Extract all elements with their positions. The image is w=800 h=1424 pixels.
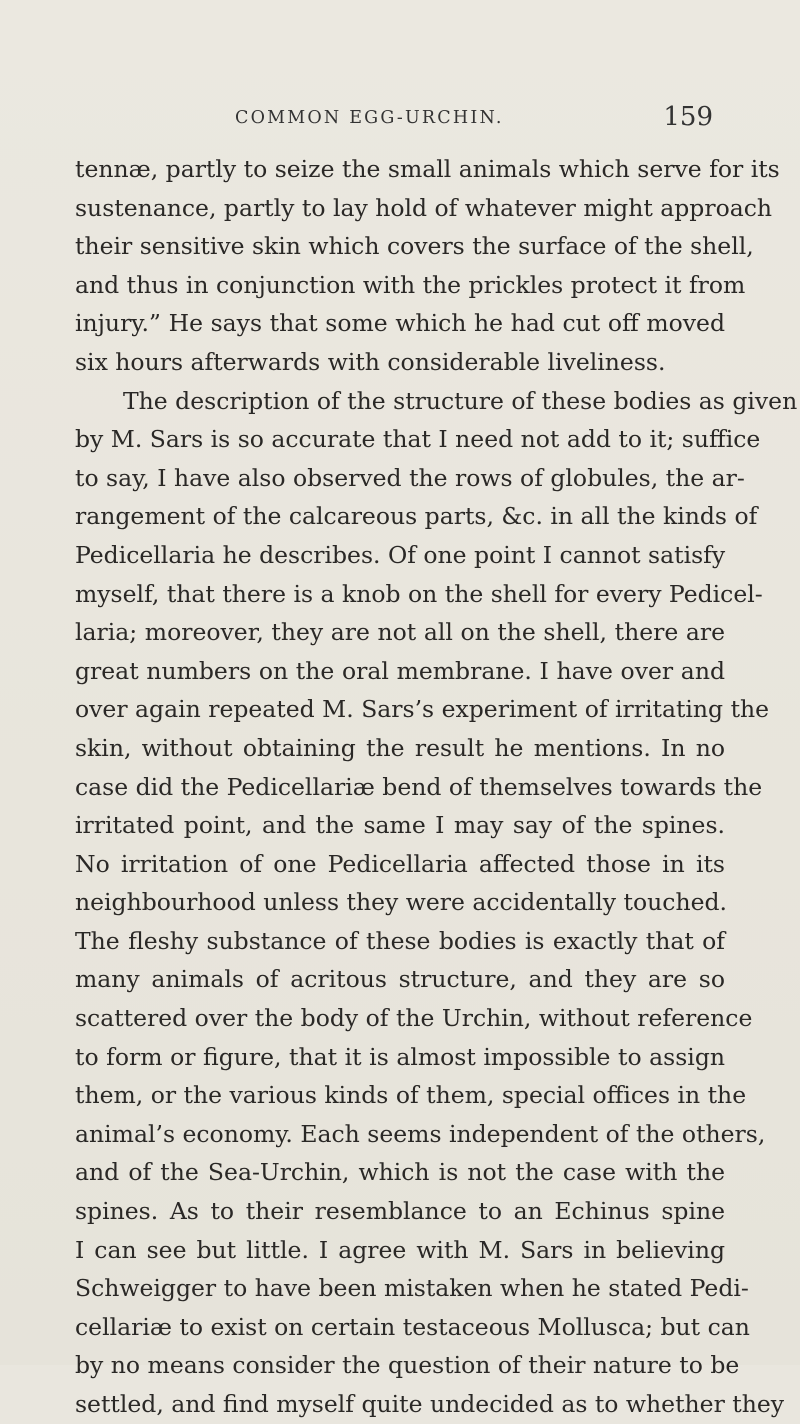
text-line: rangement of the calcareous parts, &c. in all the kinds of <box>75 502 758 531</box>
text-line: sustenance, partly to lay hold of whatever might approach <box>75 193 773 222</box>
text-line: by M. Sars is so accurate that I need not add to it; suffice <box>75 425 761 454</box>
text-line: great numbers on the oral membrane. I have over and <box>75 656 725 685</box>
text-line: animal’s economy. Each seems independent of the others, <box>75 1119 766 1148</box>
running-header <box>75 102 725 132</box>
text-line: Pedicellaria he describes. Of one point I cannot satisfy <box>75 540 726 569</box>
text-line: I can see but little. I agree with M. Sars in believing <box>75 1235 725 1264</box>
text-line: over again repeated M. Sars’s experiment of irritating the <box>75 695 770 724</box>
text-line: by no means consider the question of their nature to be <box>75 1351 740 1380</box>
page-number: 159 <box>663 102 713 132</box>
text-line: to say, I have also observed the rows of globules, the ar- <box>75 463 745 492</box>
text-line: case did the Pedicellariæ bend of themselves towards the <box>75 772 763 801</box>
paragraph-end-line: six hours afterwards with considerable liveliness. <box>75 347 666 376</box>
text-line: No irritation of one Pedicellaria affected those in its <box>75 849 725 878</box>
text-line: them, or the various kinds of them, special offices in the <box>75 1081 747 1110</box>
text-line: injury.” He says that some which he had cut off moved <box>75 309 725 338</box>
text-line: and thus in conjunction with the prickles protect it from <box>75 270 746 299</box>
text-line: and of the Sea-Urchin, which is not the case with the <box>75 1158 725 1187</box>
text-line: neighbourhood unless they were accidentally touched. <box>75 888 727 917</box>
text-line: skin, without obtaining the result he mentions. In no <box>75 733 725 762</box>
body-text <box>75 150 798 1424</box>
text-line: their sensitive skin which covers the surface of the shell, <box>75 232 754 261</box>
text-line: spines. As to their resemblance to an Echinus spine <box>75 1197 725 1226</box>
text-line: many animals of acritous structure, and they are so <box>75 965 725 994</box>
text-line: The fleshy substance of these bodies is exactly that of <box>75 926 725 955</box>
text-line: to form or figure, that it is almost impossible to assign <box>75 1042 725 1071</box>
text-line: settled, and find myself quite undecided as to whether they <box>75 1390 785 1418</box>
text-line: tennæ, partly to seize the small animals which serve for its <box>75 155 780 183</box>
text-line: myself, that there is a knob on the shell for every Pedicel- <box>75 579 763 608</box>
text-line: Schweigger to have been mistaken when he stated Pedi- <box>75 1274 749 1303</box>
text-line: scattered over the body of the Urchin, without reference <box>75 1004 753 1033</box>
running-title: COMMON EGG-URCHIN. <box>235 108 504 128</box>
text-line: cellariæ to exist on certain testaceous Mollusca; but can <box>75 1312 750 1341</box>
paragraph-start-line: The description of the structure of these bodies as given <box>123 386 798 415</box>
text-line: laria; moreover, they are not all on the shell, there are <box>75 618 725 647</box>
text-line: irritated point, and the same I may say of the spines. <box>75 811 725 840</box>
